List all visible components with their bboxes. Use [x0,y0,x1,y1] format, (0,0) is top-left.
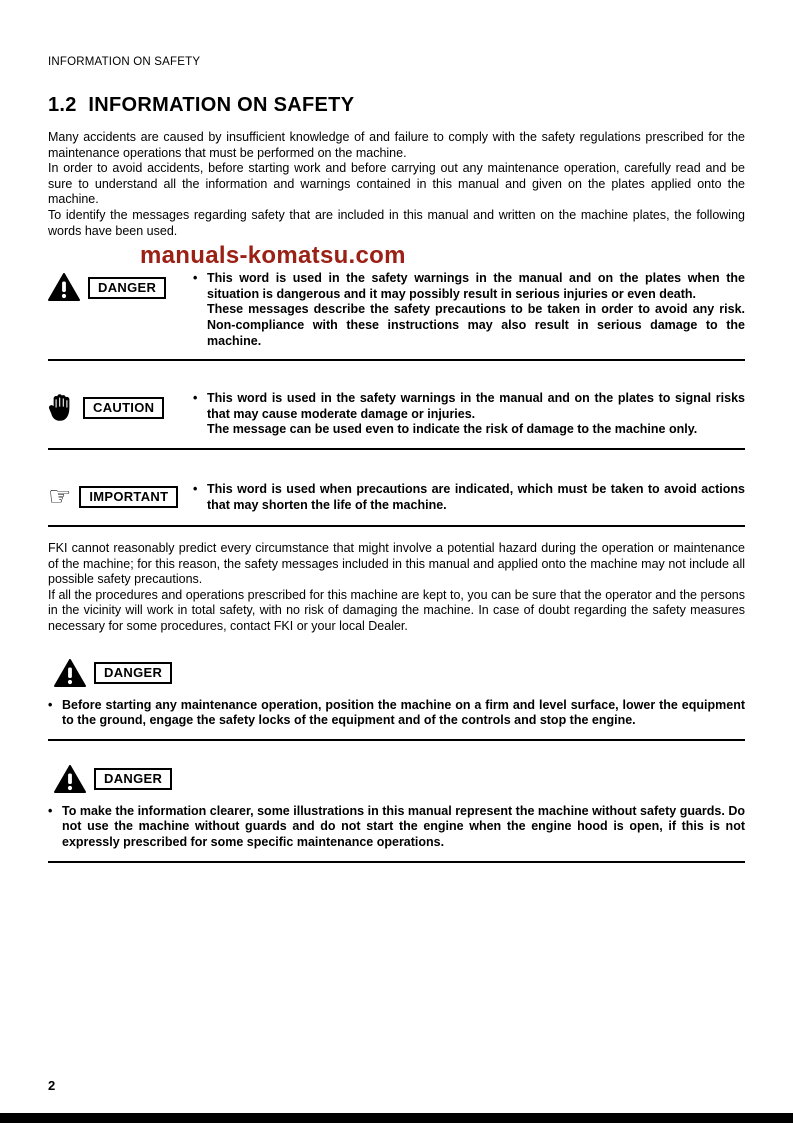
running-header: INFORMATION ON SAFETY [48,56,201,68]
danger-note-head [54,659,745,688]
bullet-marker: • [193,391,198,406]
important-pointer-icon: ☞ [48,481,72,512]
divider [48,861,745,863]
bullet-marker: • [48,803,53,818]
danger-note-body [48,804,745,851]
danger-definition-text-1: This word is used in the safety warnings in the manual and on the plates when the situation is dangerous and it may possibly result in serious injuries or even death. [207,271,745,301]
divider [48,448,745,450]
watermark: manuals-komatsu.com [140,242,406,270]
caution-block-body [193,391,745,438]
important-block-head [48,482,193,510]
danger-note-2 [48,765,745,863]
divider [48,359,745,361]
page-number: 2 [48,1078,56,1093]
danger-definition-text-2: These messages describe the safety precautions to be taken in order to avoid any risk. Non-compliance with these instructions may also result in serious damage to the machine. [207,302,745,348]
important-definition-text: This word is used when precautions are indicated, which must be taken to avoid actions that may shorten the life of the machine. [207,481,745,512]
intro-paragraph-3: To identify the messages regarding safety that are included in this manual and written on the machine plates, the following words have been used. [48,207,745,238]
footer-bar [0,1113,793,1123]
body-paragraphs [48,541,745,635]
bullet-marker: • [48,697,53,712]
bullet-marker: • [193,271,198,286]
page-title: 1.2 INFORMATION ON SAFETY [48,94,355,116]
intro-paragraph-1: Many accidents are caused by insufficient knowledge of and failure to comply with the safety regulations prescribed for the maintenance operations that must be performed on the machine. [48,130,745,160]
danger-block-body [193,271,745,349]
caution-label: CAUTION [83,397,164,419]
caution-definition-block [48,391,745,438]
danger-definition-block [48,271,745,349]
danger-triangle-icon [54,765,86,794]
danger-label: DANGER [94,662,172,684]
important-label: IMPORTANT [79,486,178,508]
intro-paragraph-2: In order to avoid accidents, before starting work and before carrying out any maintenance operation, carefully read and be sure to understand all the information and warnings contained in this manual and given on the plates applied onto the machine. [48,161,745,207]
danger-block-head [48,271,193,302]
danger-note-text: To make the information clearer, some illustrations in this manual represent the machine without safety guards. Do not use the machine without guards and do not start the engine when the engine hood is open, if this is not expressly prescribed for some specific maintenance operations. [62,803,745,850]
danger-label: DANGER [94,768,172,790]
danger-triangle-icon [48,273,80,302]
important-block-body [193,482,745,513]
caution-definition-text-2: The message can be used even to indicate the risk of damage to the machine only. [207,422,698,437]
danger-note-head [54,765,745,794]
body-paragraph-1: FKI cannot reasonably predict every circumstance that might involve a potential hazard during the operation or maintenance of the machine; for this reason, the safety messages included in this manual and applied onto the machine may not include all possible safety precautions. [48,541,745,587]
danger-label: DANGER [88,277,166,299]
danger-note-text: Before starting any maintenance operation, position the machine on a firm and level surface, lower the equipment to the ground, engage the safety locks of the equipment and of the controls and stop the engine. [62,697,745,728]
caution-block-head [48,391,193,422]
divider [48,739,745,741]
body-paragraph-2: If all the procedures and operations prescribed for this machine are kept to, you can be sure that the operator and the persons in the vicinity will work in total safety, with no risk of damaging the machine. In case of doubt regarding the safety measures necessary for some procedures, contact FKI or your local Dealer. [48,587,745,634]
bullet-marker: • [193,481,198,496]
important-definition-block [48,482,745,513]
danger-note-1 [48,659,745,741]
divider [48,525,745,527]
caution-hand-icon [48,393,75,422]
danger-note-body [48,698,745,729]
caution-definition-text-1: This word is used in the safety warnings in the manual and on the plates to signal risks that may cause moderate damage or injuries. [207,391,745,421]
danger-triangle-icon [54,659,86,688]
